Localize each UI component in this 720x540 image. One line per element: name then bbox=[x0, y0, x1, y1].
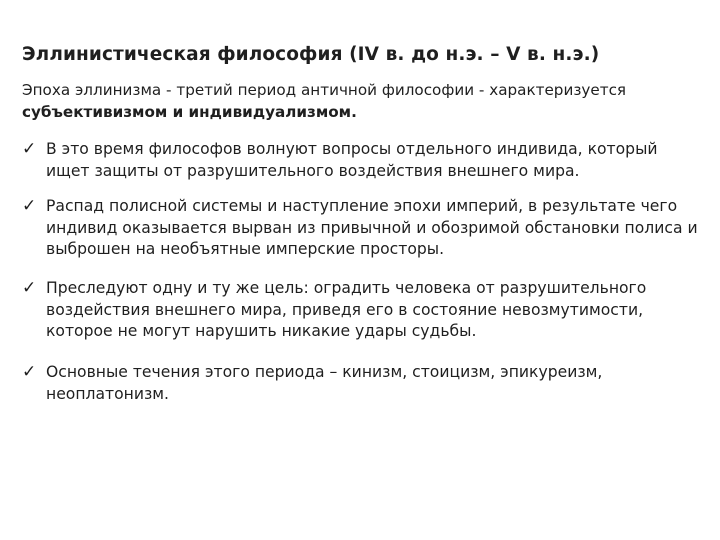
bullet-text: Преследуют одну и ту же цель: оградить человека от разрушительного воздействия внешнего мира, приведя его в состояние невозмутимости, которое не могут нарушить никакие удары судьбы. bbox=[46, 279, 647, 340]
intro-text: Эпоха эллинизма - третий период античной философии - характеризуется bbox=[22, 81, 627, 99]
intro-paragraph bbox=[22, 80, 704, 123]
check-icon: ✓ bbox=[22, 196, 37, 216]
slide-title: Эллинистическая философия (IV в. до н.э. – V в. н.э.) bbox=[22, 44, 600, 65]
bullet-text: Распад полисной системы и наступление эпохи империй, в результате чего индивид оказывается вырван из привычной и обозримой обстановки полиса и выброшен на необъятные имперские просторы. bbox=[46, 197, 698, 258]
check-icon: ✓ bbox=[22, 362, 37, 382]
bullet-text: Основные течения этого периода – кинизм, стоицизм, эпикуреизм, неоплатонизм. bbox=[46, 363, 603, 403]
bullet-item bbox=[22, 362, 704, 405]
intro-emphasis: субъективизмом и индивидуализмом. bbox=[22, 102, 357, 121]
check-icon: ✓ bbox=[22, 278, 37, 298]
bullet-text: В это время философов волнуют вопросы отдельного индивида, который ищет защиты от разрушительного воздействия внешнего мира. bbox=[46, 140, 658, 180]
bullet-item bbox=[22, 139, 704, 182]
bullet-item bbox=[22, 196, 704, 261]
bullet-item bbox=[22, 278, 704, 343]
check-icon: ✓ bbox=[22, 139, 37, 159]
